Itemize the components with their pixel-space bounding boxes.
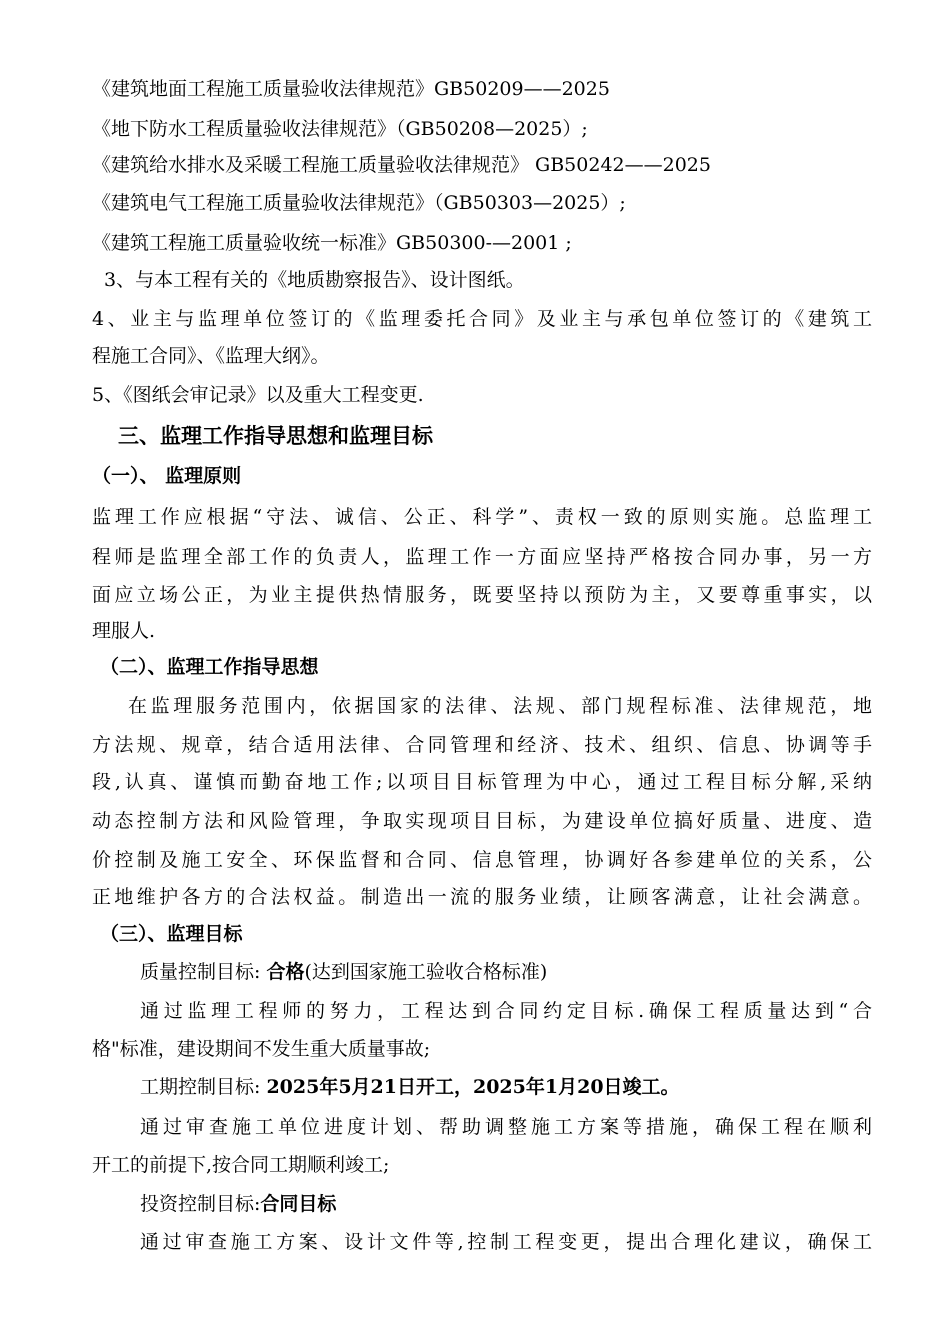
reference-line: 《建筑工程施工质量验收统一标准》GB50300-—2001 ; (92, 232, 572, 254)
paragraph-line: 动态控制方法和风险管理，争取实现项目目标，为建设单位搞好质量、进度、造 (92, 810, 872, 832)
subsection-heading: （二）、监理工作指导思想 (100, 656, 319, 678)
item-4-line-2: 程施工合同》、《监理大纲》。 (92, 345, 330, 367)
investment-goal (140, 1192, 336, 1216)
investment-goal-label: 投资控制目标: (140, 1193, 261, 1215)
reference-line: 《建筑地面工程施工质量验收法律规范》GB50209——2025 (92, 78, 610, 100)
quality-goal-value: 合格 (266, 961, 305, 983)
paragraph-line: 通过审查施工方案、设计文件等,控制工程变更，提出合理化建议，确保工 (140, 1231, 872, 1253)
investment-goal-value: 合同目标 (260, 1193, 337, 1215)
paragraph-line: 通过审查施工单位进度计划、帮助调整施工方案等措施，确保工程在顺利 (140, 1116, 872, 1138)
paragraph-line: 监理工作应根据“守法、诚信、公正、科学”、责权一致的原则实施。总监理工 (92, 506, 872, 528)
quality-goal (140, 960, 547, 984)
subsection-heading: （三）、监理目标 (100, 923, 243, 945)
paragraph-line: 面应立场公正，为业主提供热情服务，既要坚持以预防为主，又要尊重事实，以 (92, 584, 872, 606)
reference-line: 《地下防水工程质量验收法律规范》（GB50208—2025）; (92, 118, 588, 140)
paragraph-line: 程师是监理全部工作的负责人，监理工作一方面应坚持严格按合同办事，另一方 (92, 546, 872, 568)
paragraph-line: 在监理服务范围内，依据国家的法律、法规、部门规程标准、法律规范，地 (128, 695, 872, 717)
schedule-goal-label: 工期控制目标: (140, 1076, 267, 1098)
quality-goal-label: 质量控制目标: (140, 961, 267, 983)
subsection-heading: （一）、 监理原则 (92, 465, 242, 487)
item-3: 3、与本工程有关的《地质勘察报告》、设计图纸。 (104, 269, 525, 291)
section-heading: 三、监理工作指导思想和监理目标 (118, 423, 433, 448)
paragraph-line: 正地维护各方的合法权益。制造出一流的服务业绩，让顾客满意，让社会满意。 (92, 886, 872, 908)
schedule-goal-value: 2025年5月21日开工，2025年1月20日竣工。 (266, 1076, 680, 1098)
item-5: 5、《图纸会审记录》以及重大工程变更. (92, 384, 424, 406)
reference-line: 《建筑给水排水及采暖工程施工质量验收法律规范》 GB50242——2025 (92, 154, 711, 176)
schedule-goal (140, 1075, 680, 1099)
paragraph-line: 开工的前提下,按合同工期顺利竣工; (92, 1154, 390, 1176)
item-4-line-1: 4、业主与监理单位签订的《监理委托合同》及业主与承包单位签订的《建筑工 (92, 308, 872, 330)
paragraph-line: 理服人. (92, 620, 156, 642)
paragraph-line: 通过监理工程师的努力，工程达到合同约定目标.确保工程质量达到“合 (140, 1000, 872, 1022)
paragraph-line: 段,认真、谨慎而勤奋地工作;以项目目标管理为中心，通过工程目标分解,采纳 (92, 771, 872, 793)
paragraph-line: 方法规、规章，结合适用法律、合同管理和经济、技术、组织、信息、协调等手 (92, 734, 872, 756)
quality-goal-note: (达到国家施工验收合格标准) (304, 961, 548, 983)
paragraph-line: 格"标准，建设期间不发生重大质量事故; (92, 1038, 431, 1060)
reference-line: 《建筑电气工程施工质量验收法律规范》（GB50303—2025）; (92, 192, 626, 214)
paragraph-line: 价控制及施工安全、环保监督和合同、信息管理，协调好各参建单位的关系，公 (92, 849, 872, 871)
